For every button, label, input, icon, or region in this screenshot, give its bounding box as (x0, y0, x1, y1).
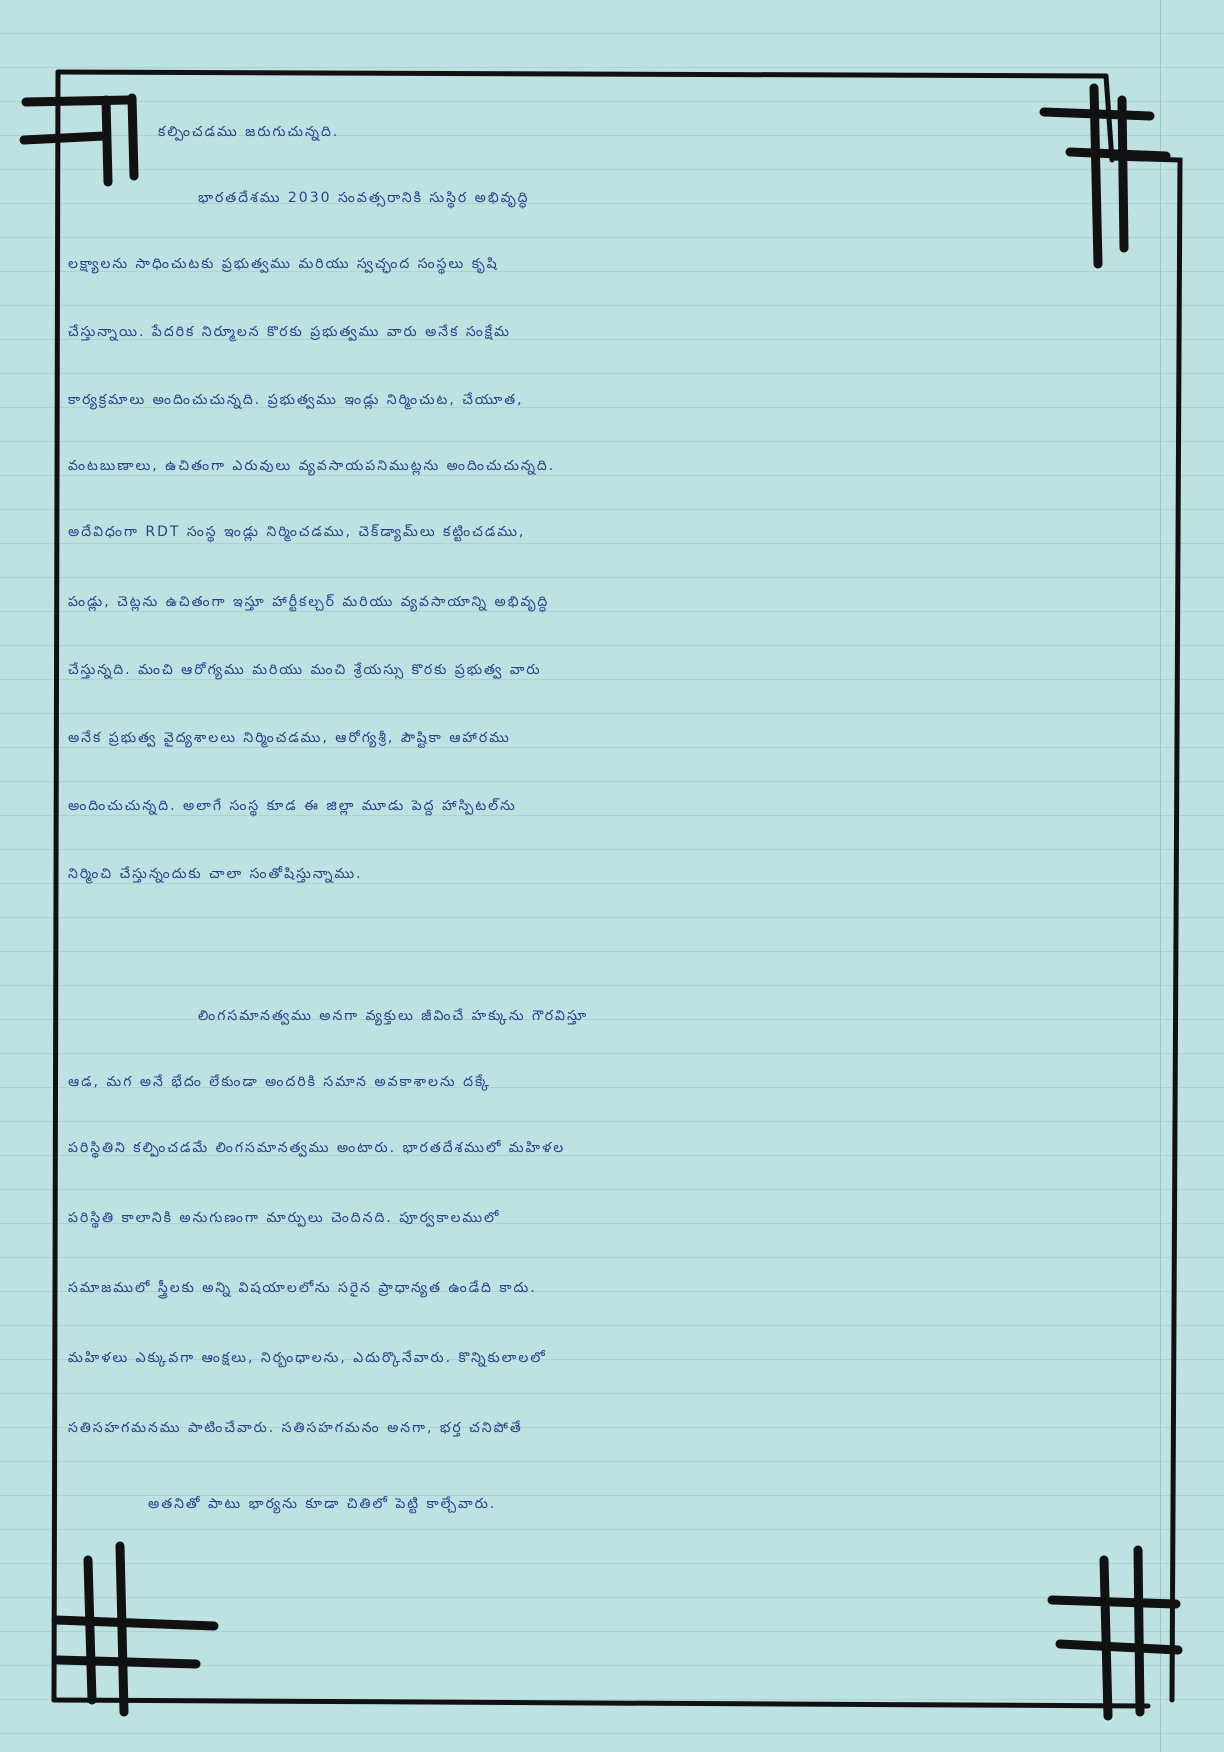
text-line: అందించుచున్నది. అలాగే సంస్థ కూడ ఈ జిల్లా మూడు పెద్ద హాస్పిటల్‌ను (68, 798, 517, 814)
text-line: సతిసహగమనము పాటించేవారు. సతిసహగమనం అనగా, భర్త చనిపోతే (68, 1420, 523, 1436)
text-line: పరిస్థితి కాలానికి అనుగుణంగా మార్పులు చెందినది. పూర్వకాలములో (68, 1210, 501, 1226)
text-line: అతనితో పాటు భార్యను కూడా చితిలో పెట్టి కాల్చేవారు. (148, 1496, 497, 1512)
text-line: అదేవిధంగా RDT సంస్థ ఇండ్లు నిర్మించడము, చెక్‌డ్యామ్‌లు కట్టించడము, (68, 524, 526, 540)
text-line: వంటబుణాలు, ఉచితంగా ఎరువులు వ్యవసాయపనిముట్లను అందించుచున్నది. (68, 458, 556, 474)
text-line: చేస్తున్నది. మంచి ఆరోగ్యము మరియు మంచి శ్రేయస్సు కొరకు ప్రభుత్వ వారు (68, 662, 542, 678)
text-line: మహిళలు ఎక్కువగా ఆంక్షలు, నిర్బంధాలను, ఎదుర్కొనేవారు. కొన్నికులాలలో (68, 1350, 547, 1366)
paragraph-start-line: భారతదేశము 2030 సంవత్సరానికి సుస్థిర అభివృద్ధి (198, 190, 530, 206)
text-line: పరిస్థితిని కల్పించడమే లింగసమానత్వము అంటారు. భారతదేశములో మహిళల (68, 1140, 566, 1156)
text-line: సమాజములో స్త్రీలకు అన్ని విషయాలలోను సరైన ప్రాధాన్యత ఉండేది కాదు. (68, 1280, 537, 1296)
text-line: అనేక ప్రభుత్వ వైద్యశాలలు నిర్మించడము, ఆరోగ్యశ్రీ, పౌష్టికా ఆహారము (68, 730, 511, 746)
text-line: ఆడ, మగ అనే భేదం లేకుండా అందరికి సమాన అవకాశాలను దక్కే (68, 1074, 492, 1090)
paragraph-start-line: లింగసమానత్వము అనగా వ్యక్తులు జీవించే హక్కును గౌరవిస్తూ (198, 1008, 589, 1024)
text-line: చేస్తున్నాయి. పేదరిక నిర్మూలన కొరకు ప్రభుత్వము వారు అనేక సంక్షేమ (68, 324, 511, 340)
text-line: కల్పించడము జరుగుచున్నది. (158, 124, 340, 140)
text-line: నిర్మించి చేస్తున్నందుకు చాలా సంతోషిస్తున్నాము. (68, 866, 363, 882)
text-line: పండ్లు, చెట్లను ఉచితంగా ఇస్తూ హార్టీకల్చర్ మరియు వ్యవసాయాన్ని అభివృద్ధి (68, 594, 550, 610)
text-line: లక్ష్యాలను సాధించుటకు ప్రభుత్వము మరియు స్వచ్ఛంద సంస్థలు కృషి (68, 256, 499, 272)
text-line: కార్యక్రమాలు అందించుచున్నది. ప్రభుత్వము ఇండ్లు నిర్మించుట, చేయూత, (68, 392, 524, 408)
